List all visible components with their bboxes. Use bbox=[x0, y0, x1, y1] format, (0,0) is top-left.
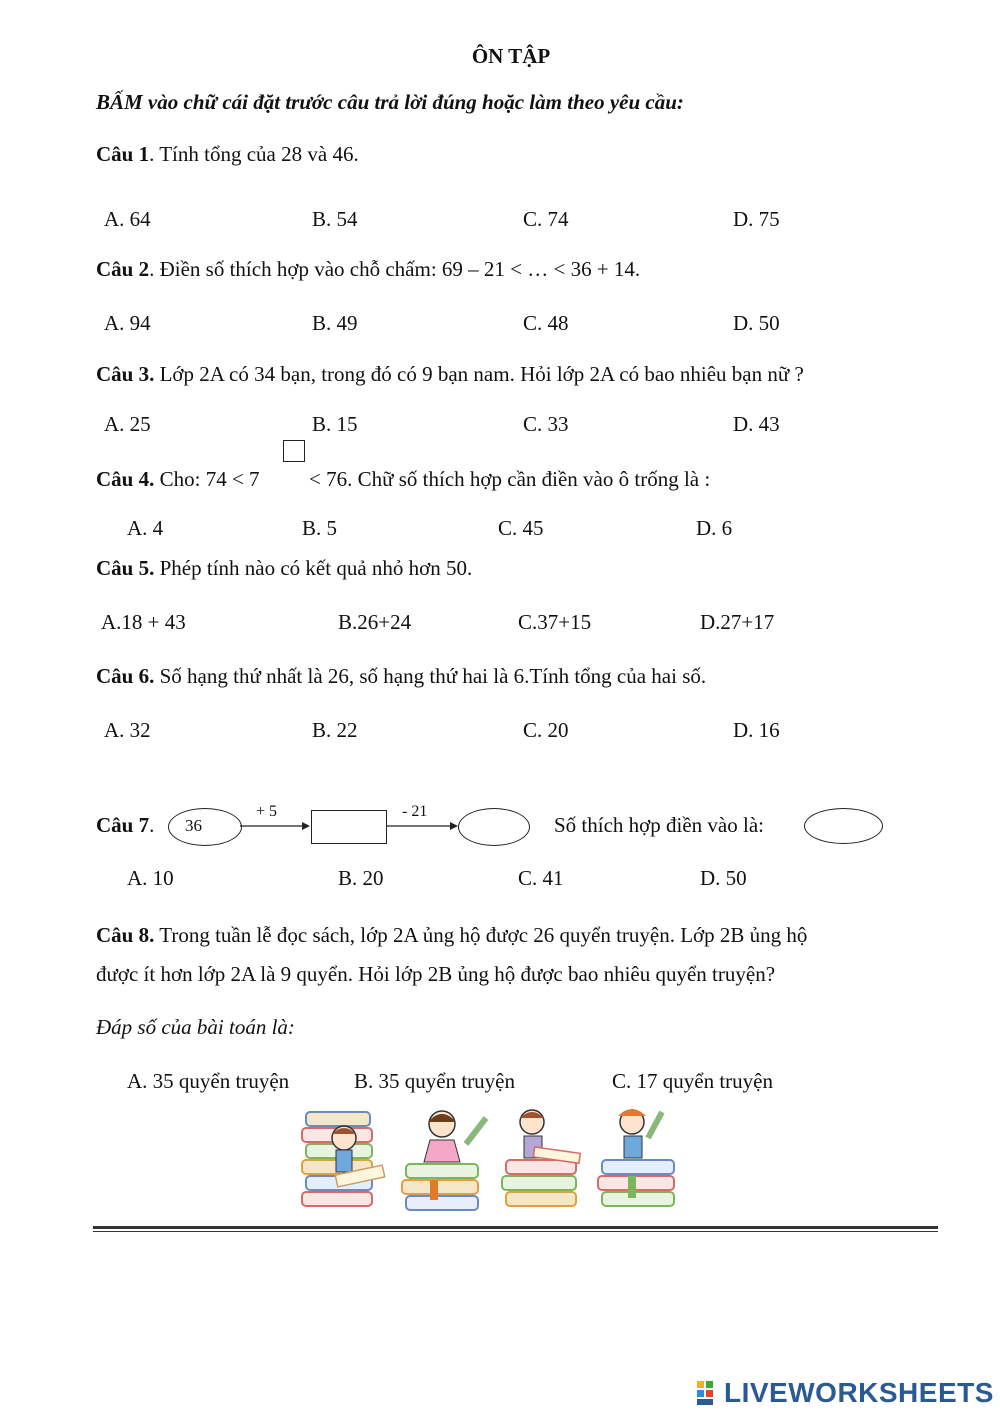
intermediate-box[interactable] bbox=[311, 810, 387, 844]
book-stack-4 bbox=[598, 1109, 674, 1206]
kids-reading-illustration bbox=[296, 1104, 686, 1220]
operation-minus: - 21 bbox=[402, 803, 428, 820]
blank-digit-box[interactable] bbox=[283, 440, 305, 462]
q5-option-c[interactable]: C.37+15 bbox=[518, 610, 592, 634]
q3-option-a[interactable]: A. 25 bbox=[104, 412, 151, 436]
question-4-continued: < 76. Chữ số thích hợp cần điền vào ô trống là : bbox=[309, 467, 711, 491]
q1-option-a[interactable]: A. 64 bbox=[104, 207, 151, 231]
question-label: Câu 1 bbox=[96, 142, 150, 166]
q8-option-a[interactable]: A. 35 quyển truyện bbox=[127, 1069, 290, 1093]
question-6 bbox=[96, 664, 706, 689]
question-label: Câu 4. bbox=[96, 467, 155, 491]
divider-rule-thick bbox=[93, 1226, 938, 1229]
question-4 bbox=[96, 467, 260, 492]
q2-option-c[interactable]: C. 48 bbox=[523, 311, 569, 335]
start-value: 36 bbox=[185, 816, 202, 835]
liveworksheets-logo bbox=[696, 1378, 994, 1408]
question-label: Câu 6. bbox=[96, 664, 155, 688]
q5-option-a[interactable]: A.18 + 43 bbox=[101, 610, 186, 634]
q5-option-b[interactable]: B.26+24 bbox=[338, 610, 412, 634]
q1-option-b[interactable]: B. 54 bbox=[312, 207, 358, 231]
q3-option-d[interactable]: D. 43 bbox=[733, 412, 780, 436]
question-8 bbox=[96, 923, 807, 948]
question-2 bbox=[96, 257, 640, 282]
q3-option-b[interactable]: B. 15 bbox=[312, 412, 358, 436]
question-3 bbox=[96, 362, 804, 387]
logo-text: LIVEWORKSHEETS bbox=[724, 1377, 994, 1408]
divider-rule-thin bbox=[93, 1231, 938, 1232]
page-title: ÔN TẬP bbox=[471, 44, 551, 68]
q4-option-a[interactable]: A. 4 bbox=[127, 516, 164, 540]
question-text: Số hạng thứ nhất là 26, số hạng thứ hai là 6.Tính tổng của hai số. bbox=[154, 664, 707, 688]
q1-option-c[interactable]: C. 74 bbox=[523, 207, 569, 231]
q7-option-d[interactable]: D. 50 bbox=[700, 866, 747, 890]
q7-option-c[interactable]: C. 41 bbox=[518, 866, 564, 890]
q6-option-c[interactable]: C. 20 bbox=[523, 718, 569, 742]
q4-option-d[interactable]: D. 6 bbox=[696, 516, 733, 540]
q4-option-b[interactable]: B. 5 bbox=[302, 516, 338, 540]
question-label: Câu 3. bbox=[96, 362, 155, 386]
q2-option-b[interactable]: B. 49 bbox=[312, 311, 358, 335]
q7-option-b[interactable]: B. 20 bbox=[338, 866, 384, 890]
q3-option-c[interactable]: C. 33 bbox=[523, 412, 569, 436]
question-label: Câu 7 bbox=[96, 813, 150, 837]
q5-option-d[interactable]: D.27+17 bbox=[700, 610, 775, 634]
q2-option-d[interactable]: D. 50 bbox=[733, 311, 780, 335]
question-7-prompt: Số thích hợp điền vào là: bbox=[554, 813, 764, 837]
q8-option-c[interactable]: C. 17 quyển truyện bbox=[612, 1069, 773, 1093]
question-text: Trong tuần lễ đọc sách, lớp 2A ủng hộ được 26 quyển truyện. Lớp 2B ủng hộ bbox=[154, 923, 808, 947]
q7-option-a[interactable]: A. 10 bbox=[127, 866, 174, 890]
q4-option-c[interactable]: C. 45 bbox=[498, 516, 544, 540]
question-text-before: Cho: 74 < 7 bbox=[154, 467, 260, 491]
operation-plus: + 5 bbox=[256, 803, 278, 820]
question-text: . bbox=[149, 813, 155, 837]
q1-option-d[interactable]: D. 75 bbox=[733, 207, 780, 231]
arrow-2-head bbox=[450, 822, 458, 830]
question-8-line-2: được ít hơn lớp 2A là 9 quyển. Hỏi lớp 2B ủng hộ được bao nhiêu quyển truyện? bbox=[96, 962, 776, 986]
answer-prompt: Đáp số của bài toán là: bbox=[96, 1015, 295, 1039]
question-label: Câu 5. bbox=[96, 556, 155, 580]
question-label: Câu 2 bbox=[96, 257, 150, 281]
q6-option-b[interactable]: B. 22 bbox=[312, 718, 358, 742]
question-text: Lớp 2A có 34 bạn, trong đó có 9 bạn nam. Hỏi lớp 2A có bao nhiêu bạn nữ ? bbox=[154, 362, 804, 386]
question-text: . Tính tổng của 28 và 46. bbox=[149, 142, 359, 166]
question-text: Phép tính nào có kết quả nhỏ hơn 50. bbox=[154, 556, 473, 580]
question-text: . Điền số thích hợp vào chỗ chấm: 69 – 21 < … < 36 + 14. bbox=[149, 257, 641, 281]
question-1 bbox=[96, 142, 359, 167]
book-stack-2 bbox=[402, 1111, 486, 1210]
start-value-ellipse bbox=[168, 808, 242, 846]
result-ellipse[interactable] bbox=[458, 808, 530, 846]
q2-option-a[interactable]: A. 94 bbox=[104, 311, 151, 335]
book-stack-3 bbox=[502, 1110, 580, 1206]
q8-option-b[interactable]: B. 35 quyển truyện bbox=[354, 1069, 515, 1093]
answer-ellipse[interactable] bbox=[804, 808, 883, 844]
instruction: BẤM vào chữ cái đặt trước câu trả lời đúng hoặc làm theo yêu cầu: bbox=[96, 90, 684, 114]
arrow-1-head bbox=[302, 822, 310, 830]
q6-option-d[interactable]: D. 16 bbox=[733, 718, 780, 742]
question-7 bbox=[96, 813, 154, 838]
question-5 bbox=[96, 556, 472, 581]
q6-option-a[interactable]: A. 32 bbox=[104, 718, 151, 742]
book-stack-1 bbox=[302, 1112, 385, 1206]
logo-icon bbox=[696, 1380, 722, 1406]
question-label: Câu 8. bbox=[96, 923, 155, 947]
